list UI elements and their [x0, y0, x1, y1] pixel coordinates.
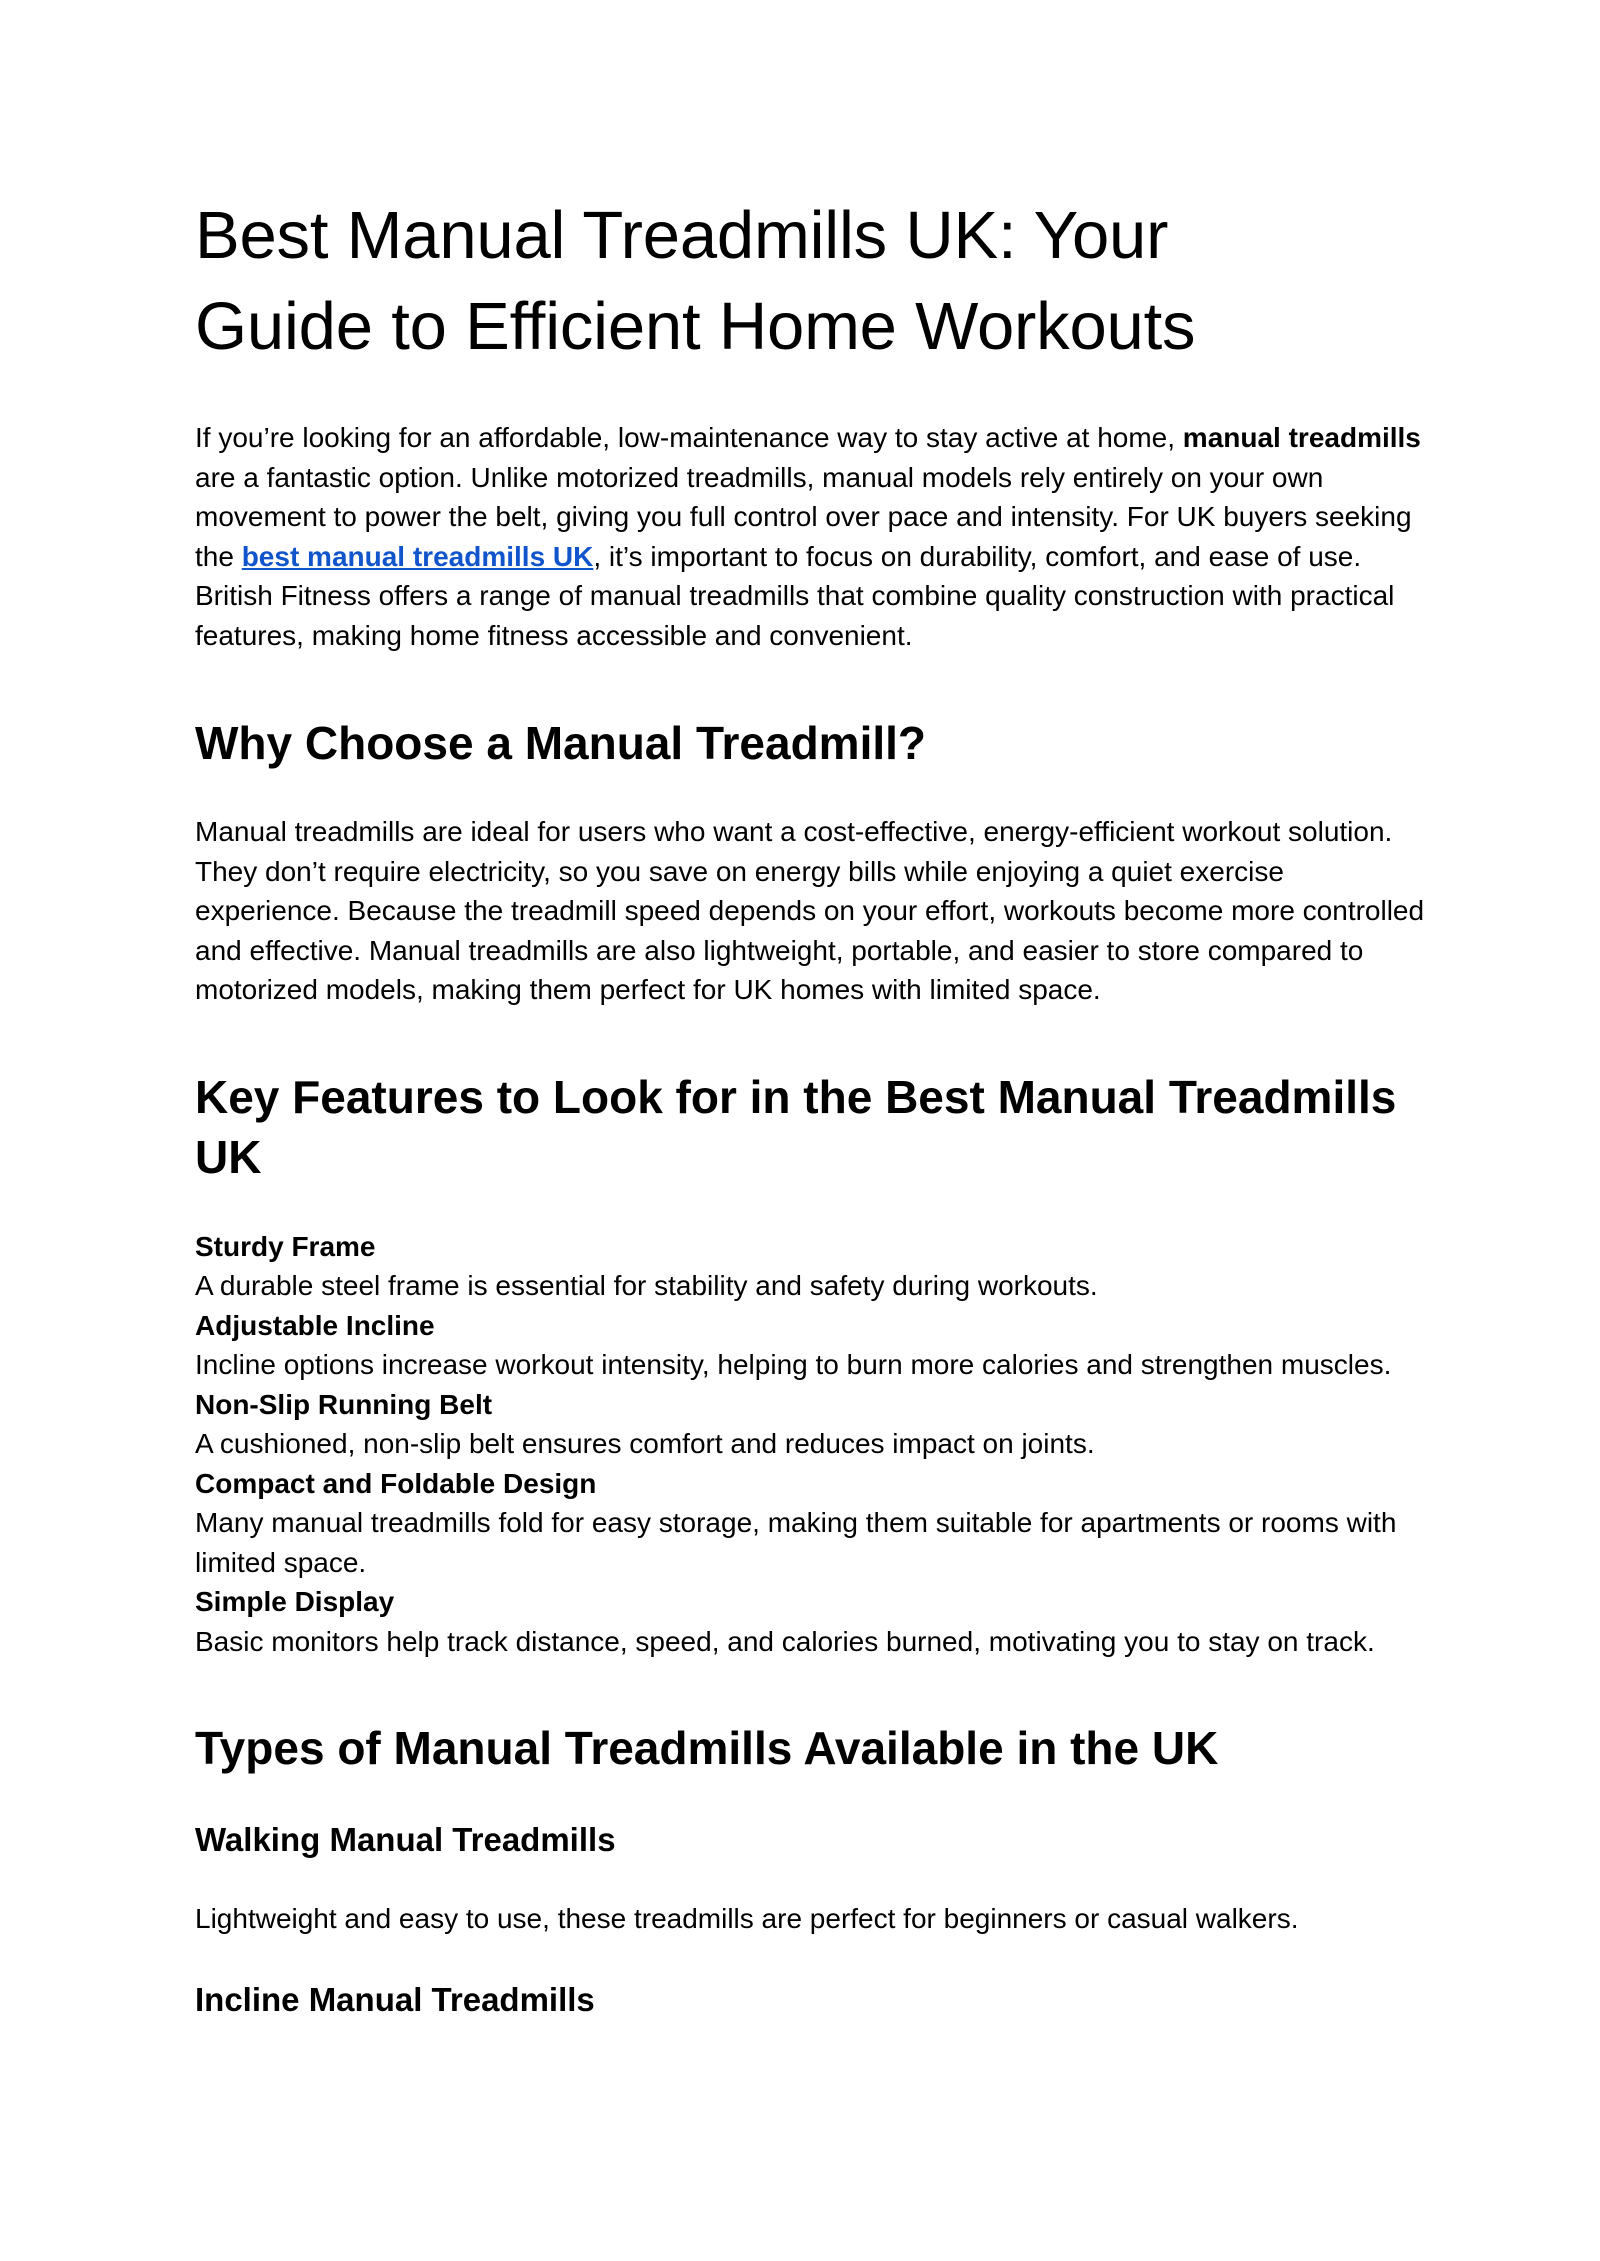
walking-treadmills-paragraph: Lightweight and easy to use, these treadmills are perfect for beginners or casual walkers.: [195, 1903, 1299, 1934]
intro-text-2: are a fantastic option. Unlike motorized treadmills, manual models rely entirely on your own movement to power the belt, giving you full control over pace and intensity. For UK buyers seeking the: [195, 461, 1412, 572]
feature-title: Non-Slip Running Belt: [195, 1388, 493, 1420]
walking-treadmills-heading: Walking Manual Treadmills: [195, 1821, 616, 1858]
document-page: [195, 190, 1425, 2020]
feature-title: Simple Display: [195, 1586, 395, 1617]
feature-description: Incline options increase workout intensity, helping to burn more calories and strengthen muscles.: [195, 1349, 1392, 1380]
why-choose-heading: Why Choose a Manual Treadmill?: [195, 717, 927, 769]
intro-text-1: If you’re looking for an affordable, low-maintenance way to stay active at home,: [195, 422, 1183, 453]
intro-bold-text: manual treadmills: [1182, 422, 1421, 453]
types-heading: Types of Manual Treadmills Available in the UK: [195, 1722, 1219, 1774]
document-title-line-1: Best Manual Treadmills UK: Your: [195, 198, 1169, 273]
feature-title: Compact and Foldable Design: [195, 1467, 597, 1499]
feature-description: A cushioned, non-slip belt ensures comfort and reduces impact on joints.: [195, 1428, 1095, 1459]
document-title: [195, 190, 1425, 372]
feature-title: Adjustable Incline: [195, 1309, 435, 1341]
intro-paragraph: [195, 418, 1425, 655]
incline-treadmills-heading: Incline Manual Treadmills: [195, 1980, 595, 2018]
document-title-line-2: Guide to Efficient Home Workouts: [195, 289, 1196, 364]
feature-title: Sturdy Frame: [195, 1230, 376, 1262]
key-features-heading: Key Features to Look for in the Best Manual Treadmills UK: [195, 1070, 1397, 1183]
features-list: [195, 1227, 1425, 1662]
feature-description: Many manual treadmills fold for easy storage, making them suitable for apartments or rooms with limited space.: [195, 1507, 1397, 1578]
best-manual-treadmills-link[interactable]: best manual treadmills UK: [241, 540, 594, 572]
feature-description: Basic monitors help track distance, speed, and calories burned, motivating you to stay on track.: [195, 1625, 1375, 1657]
intro-text-3: , it’s important to focus on durability, comfort, and ease of use. British Fitness offers a range of manual treadmills that combine quality construction with practical features, making home fitness accessible and convenient.: [195, 540, 1395, 651]
why-choose-paragraph: Manual treadmills are ideal for users who want a cost-effective, energy-efficient workout solution. They don’t require electricity, so you save on energy bills while enjoying a quiet exercise experience. Because the treadmill speed depends on your effort, workouts become more controlled and effective. Manual treadmills are also lightweight, portable, and easier to store compared to motorized models, making them perfect for UK homes with limited space.: [195, 816, 1425, 1005]
feature-description: A durable steel frame is essential for stability and safety during workouts.: [195, 1270, 1098, 1301]
